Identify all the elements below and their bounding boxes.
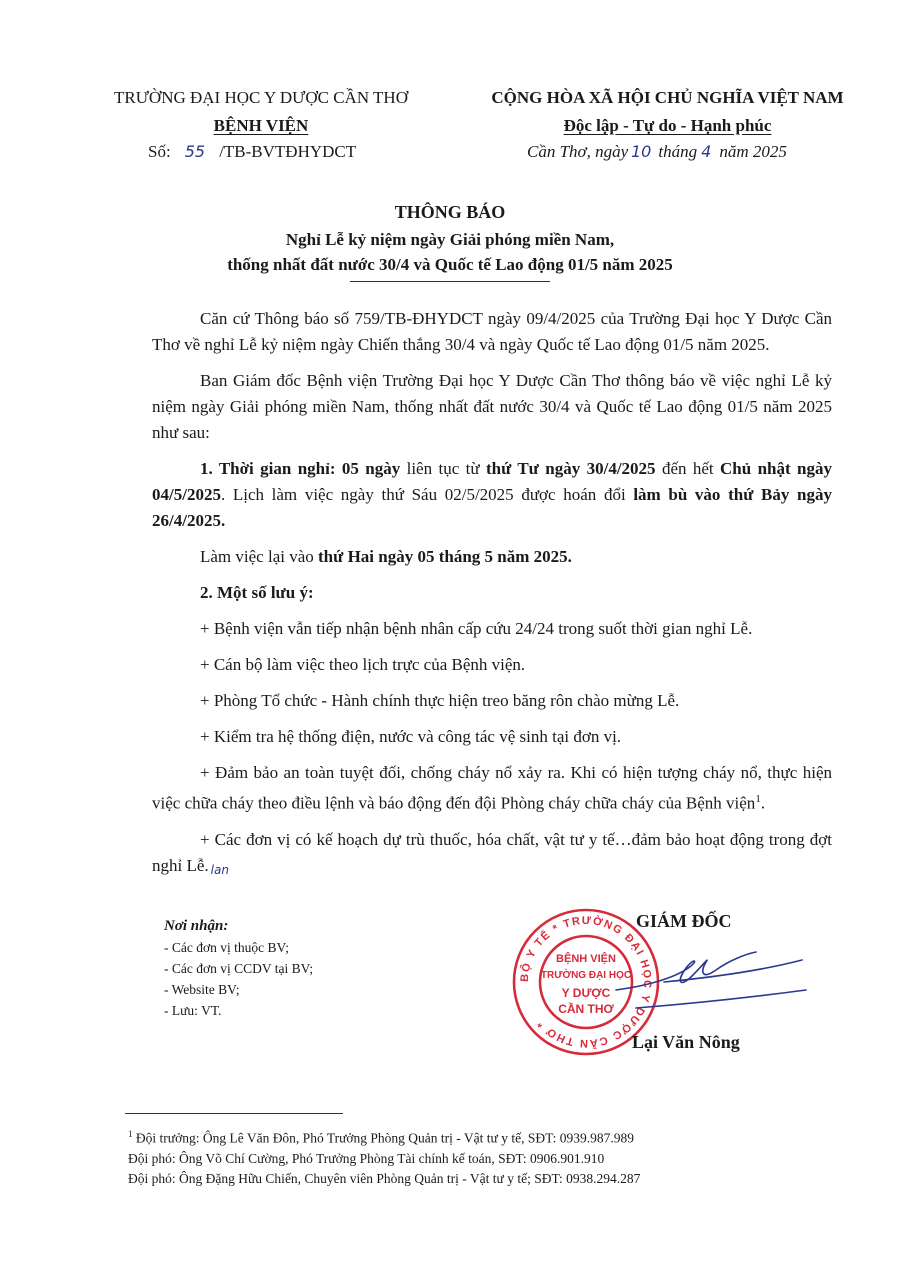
- country-name: CỘNG HÒA XÃ HỘI CHỦ NGHĨA VIỆT NAM: [491, 88, 844, 107]
- footnote-line: Đội phó: Ông Võ Chí Cường, Phó Trưởng Phòng Tài chính kế toán, SĐT: 0906.901.910: [128, 1150, 605, 1166]
- national-motto: [470, 84, 865, 140]
- document-number: [148, 142, 356, 162]
- paragraph-legal-basis: Căn cứ Thông báo số 759/TB-ĐHYDCT ngày 09/4/2025 của Trường Đại học Y Dược Cần Thơ về nghỉ Lễ kỷ niệm ngày Chiến thắng 30/4 và ngày Quốc tế Lao động 01/5 năm 2025.: [152, 309, 832, 354]
- org-unit: BỆNH VIỆN: [213, 116, 309, 135]
- signatory-title: GIÁM ĐỐC: [636, 911, 732, 931]
- text-run: Làm việc lại vào: [200, 547, 319, 566]
- return-date: thứ Hai ngày 05 tháng 5 năm 2025.: [318, 547, 572, 566]
- seal-ring-text: BỘ Y TẾ * TRƯỜNG ĐẠI HỌC Y DƯỢC CẦN THƠ *: [518, 914, 654, 1050]
- footnote-line: Đội phó: Ông Đặng Hữu Chiến, Chuyên viên Phòng Quản trị - Vật tư y tế; SĐT: 0938.294.287: [128, 1170, 641, 1186]
- document-body: [152, 306, 832, 890]
- title-subject-line2: thống nhất đất nước 30/4 và Quốc tế Lao động 01/5 năm 2025: [227, 255, 673, 274]
- seal-text: Y DƯỢC: [561, 986, 611, 1000]
- holiday-end: Chủ nhật ngày 04/5/2025: [152, 459, 833, 504]
- seal-text: BỆNH VIỆN: [556, 953, 616, 965]
- footnote-ref: 1: [755, 793, 761, 805]
- number-handwritten: 55: [184, 142, 206, 161]
- org-name: TRƯỜNG ĐẠI HỌC Y DƯỢC CẦN THƠ: [114, 88, 408, 107]
- text-run: .: [760, 793, 766, 813]
- motto: Độc lập - Tự do - Hạnh phúc: [563, 116, 772, 135]
- text-run: liên tục từ: [400, 459, 486, 478]
- recipient-item: - Lưu: VT.: [164, 1003, 222, 1018]
- paragraph-holiday-period: [152, 456, 832, 534]
- handwritten-signature: [606, 938, 816, 1018]
- note-item: + Bệnh viện vẫn tiếp nhận bệnh nhân cấp cứu 24/24 trong suốt thời gian nghỉ Lễ.: [200, 619, 753, 638]
- paragraph-announcement: Ban Giám đốc Bệnh viện Trường Đại học Y Dược Cần Thơ thông báo về việc nghỉ Lễ kỷ niệm ngày Giải phóng miền Nam, thống nhất đất nước 30/4 và Quốc tế Lao động 01/5 năm 2025 như sau:: [152, 371, 832, 442]
- seal-text: CẦN THƠ: [558, 1002, 614, 1016]
- number-suffix: /TB-BVTĐHYDCT: [219, 142, 357, 161]
- note-item: + Cán bộ làm việc theo lịch trực của Bệnh viện.: [200, 655, 526, 674]
- recipient-item: - Website BV;: [164, 982, 240, 997]
- date-month: 4: [701, 142, 712, 161]
- document-title: [120, 200, 780, 282]
- section-notes-heading: 2. Một số lưu ý:: [200, 583, 314, 602]
- note-item: + Phòng Tổ chức - Hành chính thực hiện treo băng rôn chào mừng Lễ.: [200, 691, 680, 710]
- recipient-item: - Các đơn vị thuộc BV;: [164, 940, 289, 955]
- text-run: đến hết: [655, 459, 721, 478]
- date-day: 10: [630, 142, 652, 161]
- title-subject-line1: Nghỉ Lễ kỷ niệm ngày Giải phóng miền Nam,: [285, 230, 615, 249]
- text-run: . Lịch làm việc ngày thứ Sáu 02/5/2025 được hoán đổi: [220, 485, 634, 504]
- footnote-text: Đội trưởng: Ông Lê Văn Đôn, Phó Trưởng Phòng Quản trị - Vật tư y tế, SĐT: 0939.987.989: [135, 1130, 635, 1146]
- note-item: + Kiểm tra hệ thống điện, nước và công tác vệ sinh tại đơn vị.: [200, 727, 622, 746]
- date-year: năm 2025: [719, 142, 787, 161]
- makeup-day: làm bù vào thứ Bảy ngày 26/4/2025.: [152, 485, 833, 530]
- footnote-line: [128, 1124, 828, 1149]
- title-underline: [350, 281, 550, 282]
- holiday-start: thứ Tư ngày 30/4/2025: [485, 459, 656, 478]
- text-run: + Đảm bảo an toàn tuyệt đối, chống cháy nổ xảy ra. Khi có hiện tượng cháy nổ, thực hiện việc chữa cháy theo điều lệnh và báo động đến đội Phòng cháy chữa cháy của Bệnh viện: [152, 763, 832, 813]
- seal-text: TRƯỜNG ĐẠI HỌC: [540, 970, 632, 981]
- footnote-divider: [125, 1113, 343, 1114]
- recipients-title: Nơi nhận:: [164, 918, 229, 934]
- date-place: Cần Thơ, ngày: [527, 142, 629, 161]
- issuing-org: [96, 84, 426, 140]
- holiday-duration: 1. Thời gian nghỉ: 05 ngày: [200, 459, 401, 478]
- number-prefix: Số:: [148, 142, 171, 161]
- text-run: + Các đơn vị có kế hoạch dự trù thuốc, hóa chất, vật tư y tế…đảm bảo hoạt động trong đợt nghỉ Lễ.: [152, 829, 832, 875]
- footnote-marker: 1: [128, 1129, 133, 1139]
- handwritten-initials: lan: [210, 862, 229, 877]
- note-item-supplies: [152, 827, 832, 880]
- footnotes: [128, 1124, 828, 1189]
- recipients-block: [164, 916, 313, 1021]
- note-item-fire-safety: [152, 760, 832, 817]
- paragraph-return-date: [152, 544, 832, 570]
- signatory-name: Lại Văn Nông: [632, 1032, 740, 1052]
- recipient-item: - Các đơn vị CCDV tại BV;: [164, 961, 314, 976]
- document-date: [527, 142, 787, 162]
- title-heading: THÔNG BÁO: [394, 202, 506, 222]
- date-month-label: tháng: [658, 142, 698, 161]
